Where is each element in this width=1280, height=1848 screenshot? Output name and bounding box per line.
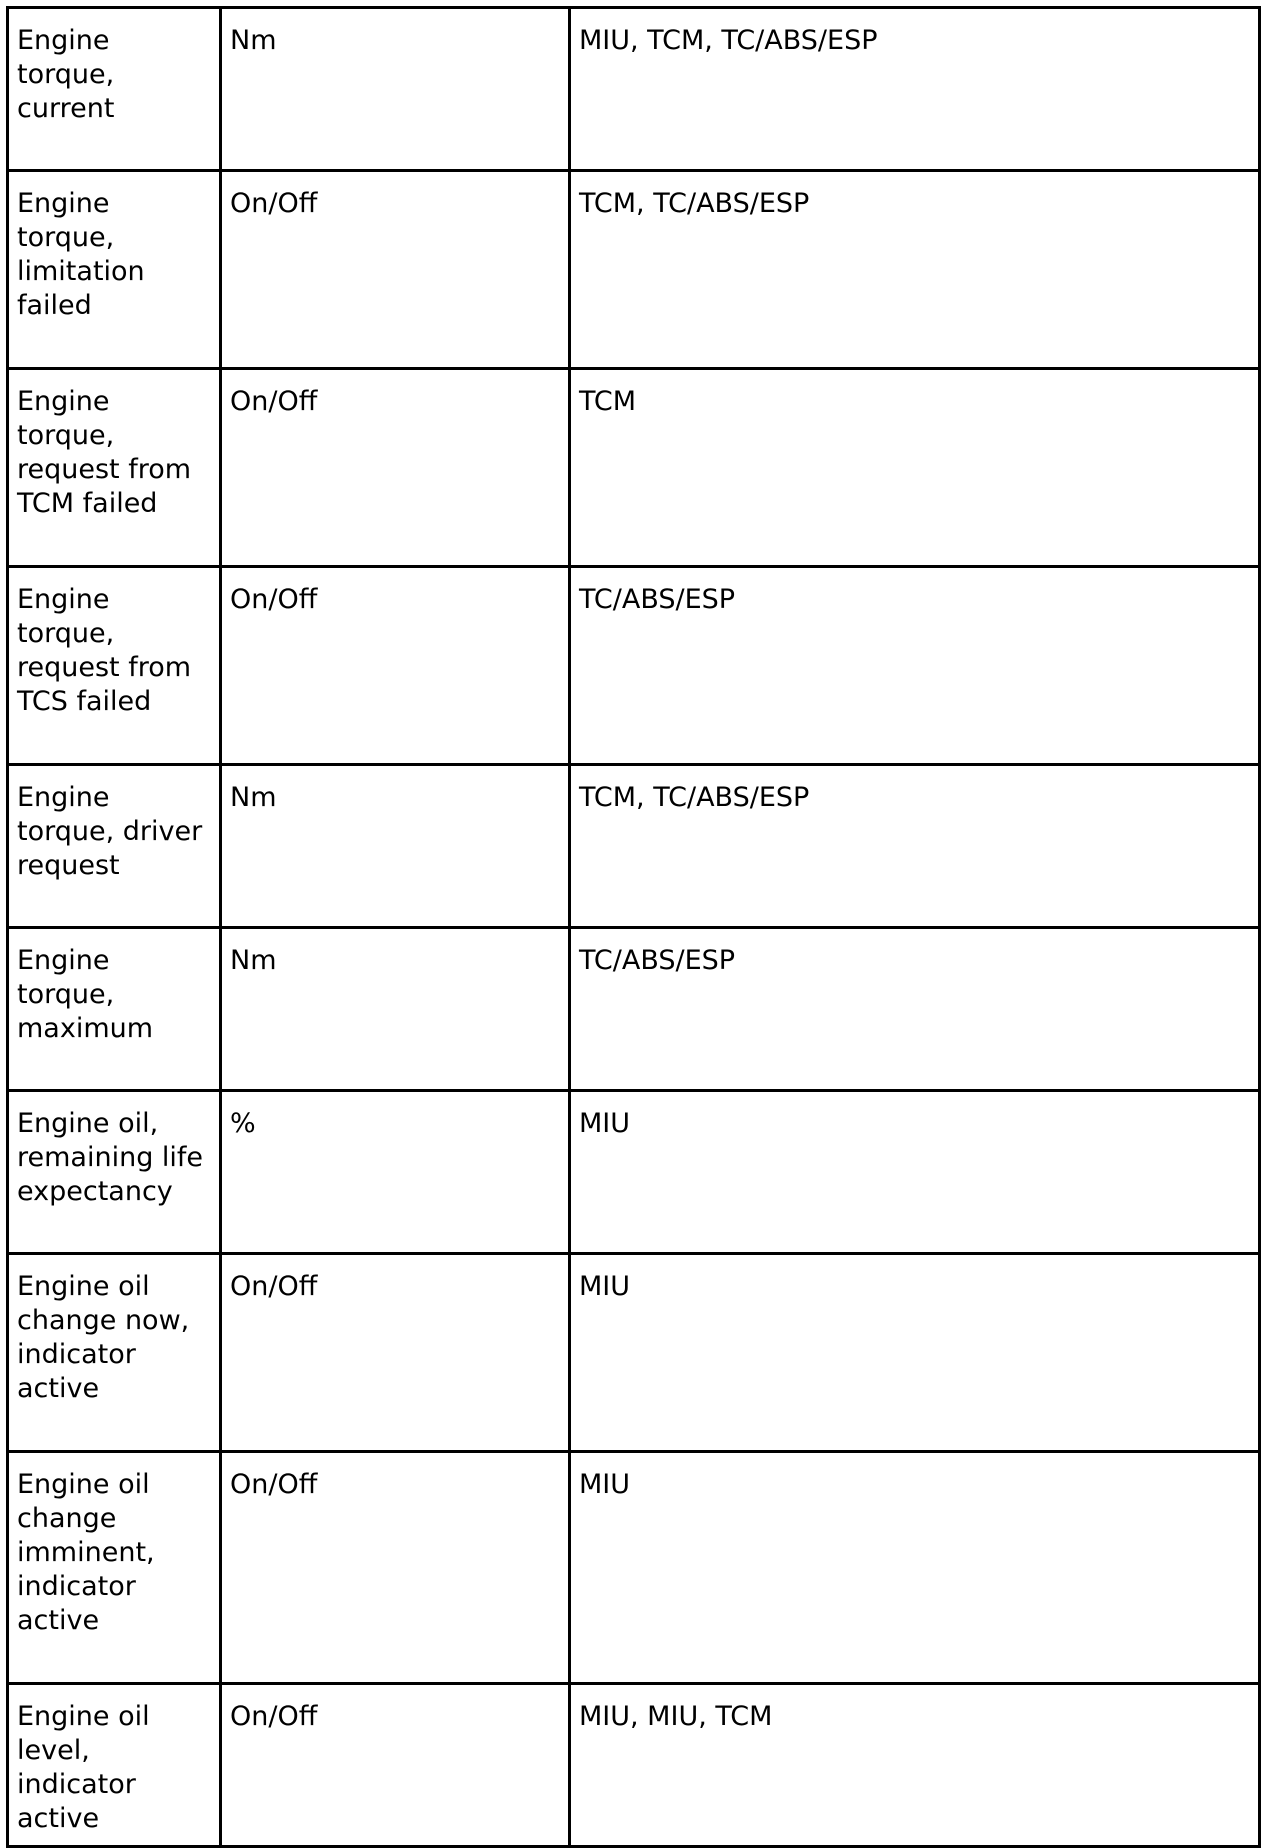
parameter-name-cell: Engine torque, request from TCS failed <box>8 567 221 765</box>
parameter-name-cell: Engine oil, remaining life expectancy <box>8 1091 221 1254</box>
modules-cell: MIU, MIU, TCM <box>570 1684 1260 1847</box>
unit-cell: Nm <box>221 928 570 1091</box>
parameter-name-cell: Engine torque, current <box>8 8 221 171</box>
modules-cell: TCM <box>570 369 1260 567</box>
table-row <box>8 369 1260 567</box>
unit-cell: Nm <box>221 8 570 171</box>
unit-cell: On/Off <box>221 171 570 369</box>
parameter-name-cell: Engine torque, limitation failed <box>8 171 221 369</box>
parameter-name-cell: Engine torque, request from TCM failed <box>8 369 221 567</box>
parameter-name-cell: Engine oil change now, indicator active <box>8 1254 221 1452</box>
modules-cell: TC/ABS/ESP <box>570 928 1260 1091</box>
table-row <box>8 1091 1260 1254</box>
parameter-name-cell: Engine torque, maximum <box>8 928 221 1091</box>
table-row <box>8 928 1260 1091</box>
modules-cell: MIU, TCM, TC/ABS/ESP <box>570 8 1260 171</box>
table-row <box>8 1684 1260 1847</box>
modules-cell: TC/ABS/ESP <box>570 567 1260 765</box>
modules-cell: MIU <box>570 1254 1260 1452</box>
table-row <box>8 567 1260 765</box>
unit-cell: On/Off <box>221 1452 570 1684</box>
unit-cell: On/Off <box>221 567 570 765</box>
unit-cell: On/Off <box>221 1254 570 1452</box>
modules-cell: TCM, TC/ABS/ESP <box>570 171 1260 369</box>
table-row <box>8 1254 1260 1452</box>
modules-cell: MIU <box>570 1091 1260 1254</box>
parameter-name-cell: Engine oil level, indicator active <box>8 1684 221 1847</box>
unit-cell: Nm <box>221 765 570 928</box>
parameter-name-cell: Engine oil change imminent, indicator active <box>8 1452 221 1684</box>
parameter-table <box>6 6 1261 1848</box>
table-row <box>8 765 1260 928</box>
table-row <box>8 1452 1260 1684</box>
modules-cell: TCM, TC/ABS/ESP <box>570 765 1260 928</box>
table-row <box>8 8 1260 171</box>
unit-cell: % <box>221 1091 570 1254</box>
unit-cell: On/Off <box>221 1684 570 1847</box>
unit-cell: On/Off <box>221 369 570 567</box>
parameter-name-cell: Engine torque, driver request <box>8 765 221 928</box>
table-row <box>8 171 1260 369</box>
modules-cell: MIU <box>570 1452 1260 1684</box>
